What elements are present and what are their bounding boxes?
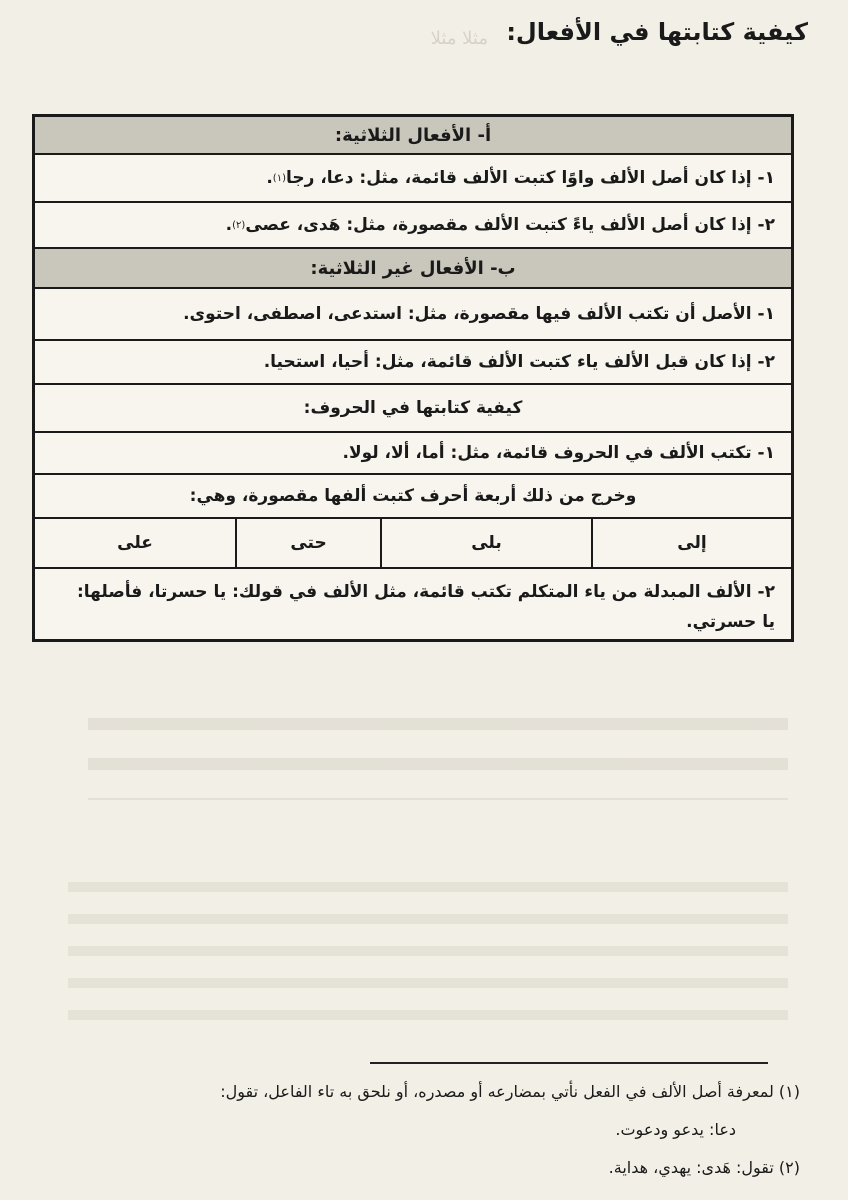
exceptions-row [35,519,791,569]
exception-cell: على [117,533,153,553]
section-b-title: ب- الأفعال غير الثلاثية: [310,257,516,279]
footnote-1-line-1: (١) لمعرفة أصل الألف في الفعل نأتي بمضارعه أو مصدره، أو نلحق به تاء الفاعل، تقول: [220,1082,800,1101]
rule-a1-row: ١- إذا كان أصل الألف واوًا كتبت الألف قائمة، مثل: دعا، رجا (١) . [35,155,791,203]
rule-c1-text: ١- تكتب الألف في الحروف قائمة، مثل: أما، ألا، لولا. [342,443,775,463]
section-a-title: أ- الأفعال الثلاثية: [334,124,492,146]
section-c-row [35,385,791,433]
rule-a2-text: ٢- إذا كان أصل الألف ياءً كتبت الألف مقصورة، مثل: هَدى، عصى [245,215,775,235]
rules-table [32,114,794,642]
rule-c2-line2: يا حسرتي. [686,612,775,632]
footnote-1-line-2: دعا: يدعو ودعوت. [615,1120,736,1139]
rule-b2-text: ٢- إذا كان قبل الألف ياء كتبت الألف قائمة، مثل: أحيا، استحيا. [263,352,775,372]
footnote-2: (٢) تقول: هَدى: يهدي، هداية. [608,1158,800,1177]
exception-cell: إلى [591,519,791,567]
section-heading: كيفية كتابتها في الأفعال: [506,18,808,46]
rule-c2-row [35,569,791,639]
exception-intro-text: وخرج من ذلك أربعة أحرف كتبت ألفها مقصورة، وهي: [189,486,637,506]
exception-intro-row [35,475,791,519]
rule-a2-row: ٢- إذا كان أصل الألف ياءً كتبت الألف مقصورة، مثل: هَدى، عصى (٢) . [35,203,791,249]
footnote-ref-2: (٢) [232,219,246,231]
rule-c1-row [35,433,791,475]
rule-a1-text: ١- إذا كان أصل الألف واوًا كتبت الألف قائمة، مثل: دعا، رجا [285,168,775,188]
show-through-text: مثلا مثلا [430,28,488,49]
show-through-text [88,690,788,800]
rule-b1-row [35,289,791,341]
rule-c2-line1: ٢- الألف المبدلة من ياء المتكلم تكتب قائمة، مثل الألف في قولك: يا حسرتا، فأصلها: [76,582,775,602]
exception-cell: بلى [380,519,591,567]
footnote-divider [370,1062,768,1064]
footnote-ref-1: (١) [272,172,286,184]
rule-b2-row [35,341,791,385]
exception-cell: حتى [235,519,380,567]
section-c-title: كيفية كتابتها في الحروف: [303,398,523,418]
section-a-header [35,117,791,155]
rule-b1-text: ١- الأصل أن تكتب الألف فيها مقصورة، مثل: استدعى، اصطفى، احتوى. [183,304,775,324]
section-b-header [35,249,791,289]
show-through-text [68,860,788,1040]
